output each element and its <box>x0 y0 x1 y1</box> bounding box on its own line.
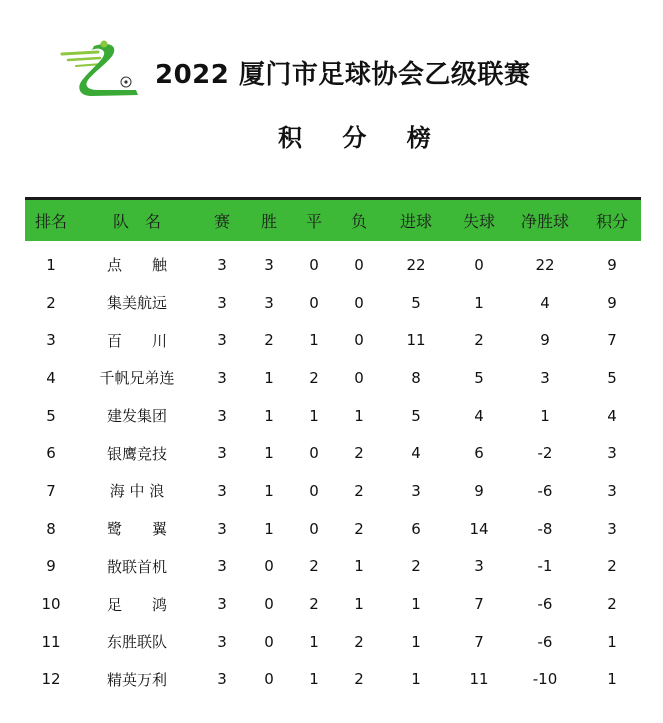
cell-lost: 1 <box>354 406 364 425</box>
cell-goals-for: 1 <box>411 632 421 651</box>
cell-goal-difference: 3 <box>540 368 550 387</box>
column-header-rank: 排名 <box>34 212 67 231</box>
cell-lost: 0 <box>354 368 364 387</box>
cell-lost: 2 <box>354 481 364 500</box>
cell-goals-for: 5 <box>411 406 421 425</box>
cell-goal-difference: -8 <box>537 519 553 538</box>
cell-goals-for: 6 <box>411 519 421 538</box>
cell-goals-against: 7 <box>474 595 484 614</box>
cell-drawn: 0 <box>309 444 319 463</box>
cell-rank: 9 <box>46 557 56 576</box>
cell-team-name: 点 触 <box>106 256 167 275</box>
cell-points: 2 <box>607 595 617 614</box>
cell-goal-difference: -6 <box>537 595 553 614</box>
cell-goals-against: 1 <box>474 293 484 312</box>
cell-lost: 2 <box>354 632 364 651</box>
cell-rank: 1 <box>46 255 56 274</box>
cell-goals-against: 3 <box>474 557 484 576</box>
cell-played: 3 <box>217 406 227 425</box>
standings-table <box>25 197 641 698</box>
cell-rank: 5 <box>46 406 56 425</box>
cell-team-name: 建发集团 <box>106 407 167 426</box>
column-header-played: 赛 <box>213 212 230 231</box>
league-logo-icon <box>58 40 144 98</box>
table-row <box>25 321 641 359</box>
cell-points: 4 <box>607 406 617 425</box>
cell-rank: 2 <box>46 293 56 312</box>
cell-goals-for: 1 <box>411 670 421 689</box>
cell-drawn: 0 <box>309 293 319 312</box>
cell-team-name: 银鹰竞技 <box>106 444 167 463</box>
cell-team-name: 千帆兄弟连 <box>99 369 175 388</box>
table-row <box>25 661 641 699</box>
table-row <box>25 246 641 284</box>
cell-goals-against: 4 <box>474 406 484 425</box>
column-header-drawn: 平 <box>305 212 322 231</box>
table-row <box>25 510 641 548</box>
cell-rank: 10 <box>41 595 61 614</box>
cell-drawn: 1 <box>309 406 319 425</box>
table-row <box>25 397 641 435</box>
cell-goal-difference: 22 <box>535 255 555 274</box>
cell-points: 1 <box>607 670 617 689</box>
cell-rank: 11 <box>41 632 61 651</box>
cell-played: 3 <box>217 557 227 576</box>
cell-rank: 8 <box>46 519 56 538</box>
cell-lost: 0 <box>354 255 364 274</box>
cell-won: 1 <box>264 368 274 387</box>
cell-points: 3 <box>607 481 617 500</box>
cell-points: 1 <box>607 632 617 651</box>
cell-drawn: 0 <box>309 481 319 500</box>
column-header-goal-difference: 净胜球 <box>520 212 569 231</box>
cell-won: 1 <box>264 481 274 500</box>
cell-goal-difference: 9 <box>540 331 550 350</box>
table-body <box>25 246 641 698</box>
column-header-team: 队 名 <box>112 212 161 231</box>
cell-won: 3 <box>264 255 274 274</box>
cell-goals-for: 11 <box>406 331 426 350</box>
cell-team-name: 足 鸿 <box>106 595 167 614</box>
cell-played: 3 <box>217 632 227 651</box>
cell-lost: 2 <box>354 519 364 538</box>
cell-goals-for: 2 <box>411 557 421 576</box>
cell-rank: 12 <box>41 670 61 689</box>
cell-won: 1 <box>264 519 274 538</box>
cell-played: 3 <box>217 293 227 312</box>
cell-played: 3 <box>217 255 227 274</box>
cell-rank: 6 <box>46 444 56 463</box>
cell-points: 2 <box>607 557 617 576</box>
column-header-goals-for: 进球 <box>399 212 432 231</box>
cell-won: 1 <box>264 444 274 463</box>
cell-played: 3 <box>217 595 227 614</box>
cell-goals-for: 1 <box>411 595 421 614</box>
cell-won: 0 <box>264 557 274 576</box>
cell-goal-difference: 1 <box>540 406 550 425</box>
column-header-points: 积分 <box>595 212 628 231</box>
cell-goals-for: 22 <box>406 255 426 274</box>
cell-won: 1 <box>264 406 274 425</box>
cell-won: 0 <box>264 670 274 689</box>
cell-rank: 7 <box>46 481 56 500</box>
cell-drawn: 1 <box>309 670 319 689</box>
cell-drawn: 1 <box>309 331 319 350</box>
cell-points: 5 <box>607 368 617 387</box>
table-row <box>25 472 641 510</box>
cell-team-name: 散联首机 <box>106 557 167 576</box>
cell-team-name: 精英万利 <box>106 670 167 689</box>
cell-points: 3 <box>607 519 617 538</box>
cell-goal-difference: -1 <box>537 557 553 576</box>
cell-goals-against: 6 <box>474 444 484 463</box>
cell-goals-for: 5 <box>411 293 421 312</box>
table-row <box>25 548 641 586</box>
cell-goals-against: 7 <box>474 632 484 651</box>
cell-played: 3 <box>217 519 227 538</box>
cell-goals-against: 9 <box>474 481 484 500</box>
cell-team-name: 鹭 翼 <box>106 520 167 539</box>
cell-drawn: 0 <box>309 519 319 538</box>
cell-lost: 2 <box>354 670 364 689</box>
cell-rank: 3 <box>46 331 56 350</box>
cell-goals-against: 5 <box>474 368 484 387</box>
table-row <box>25 359 641 397</box>
cell-played: 3 <box>217 331 227 350</box>
cell-goals-for: 4 <box>411 444 421 463</box>
table-row <box>25 585 641 623</box>
cell-played: 3 <box>217 481 227 500</box>
cell-won: 0 <box>264 632 274 651</box>
cell-goals-against: 11 <box>469 670 489 689</box>
cell-goal-difference: 4 <box>540 293 550 312</box>
cell-played: 3 <box>217 368 227 387</box>
cell-drawn: 2 <box>309 368 319 387</box>
cell-goals-against: 2 <box>474 331 484 350</box>
cell-goal-difference: -2 <box>537 444 553 463</box>
cell-won: 3 <box>264 293 274 312</box>
cell-goals-against: 0 <box>474 255 484 274</box>
cell-goals-for: 8 <box>411 368 421 387</box>
cell-played: 3 <box>217 444 227 463</box>
cell-drawn: 2 <box>309 595 319 614</box>
table-row <box>25 284 641 322</box>
page-subtitle: 积 分 榜 <box>278 124 447 152</box>
column-header-lost: 负 <box>350 212 367 231</box>
cell-goals-against: 14 <box>469 519 489 538</box>
cell-played: 3 <box>217 670 227 689</box>
cell-drawn: 0 <box>309 255 319 274</box>
cell-goal-difference: -6 <box>537 481 553 500</box>
cell-lost: 2 <box>354 444 364 463</box>
cell-lost: 1 <box>354 595 364 614</box>
page-title: 2022 厦门市足球协会乙级联赛 <box>155 60 531 90</box>
cell-lost: 1 <box>354 557 364 576</box>
cell-team-name: 海 中 浪 <box>109 482 165 501</box>
cell-team-name: 东胜联队 <box>106 633 167 652</box>
cell-goal-difference: -10 <box>532 670 558 689</box>
cell-won: 0 <box>264 595 274 614</box>
cell-goals-for: 3 <box>411 481 421 500</box>
table-header-row <box>25 197 641 241</box>
cell-points: 7 <box>607 331 617 350</box>
cell-drawn: 2 <box>309 557 319 576</box>
table-row <box>25 434 641 472</box>
cell-points: 9 <box>607 293 617 312</box>
cell-won: 2 <box>264 331 274 350</box>
cell-lost: 0 <box>354 331 364 350</box>
cell-drawn: 1 <box>309 632 319 651</box>
column-header-won: 胜 <box>260 212 277 231</box>
cell-rank: 4 <box>46 368 56 387</box>
table-row <box>25 623 641 661</box>
cell-points: 3 <box>607 444 617 463</box>
cell-team-name: 百 川 <box>106 331 167 350</box>
cell-team-name: 集美航远 <box>106 294 167 313</box>
cell-lost: 0 <box>354 293 364 312</box>
cell-goal-difference: -6 <box>537 632 553 651</box>
column-header-goals-against: 失球 <box>462 212 495 231</box>
cell-points: 9 <box>607 255 617 274</box>
